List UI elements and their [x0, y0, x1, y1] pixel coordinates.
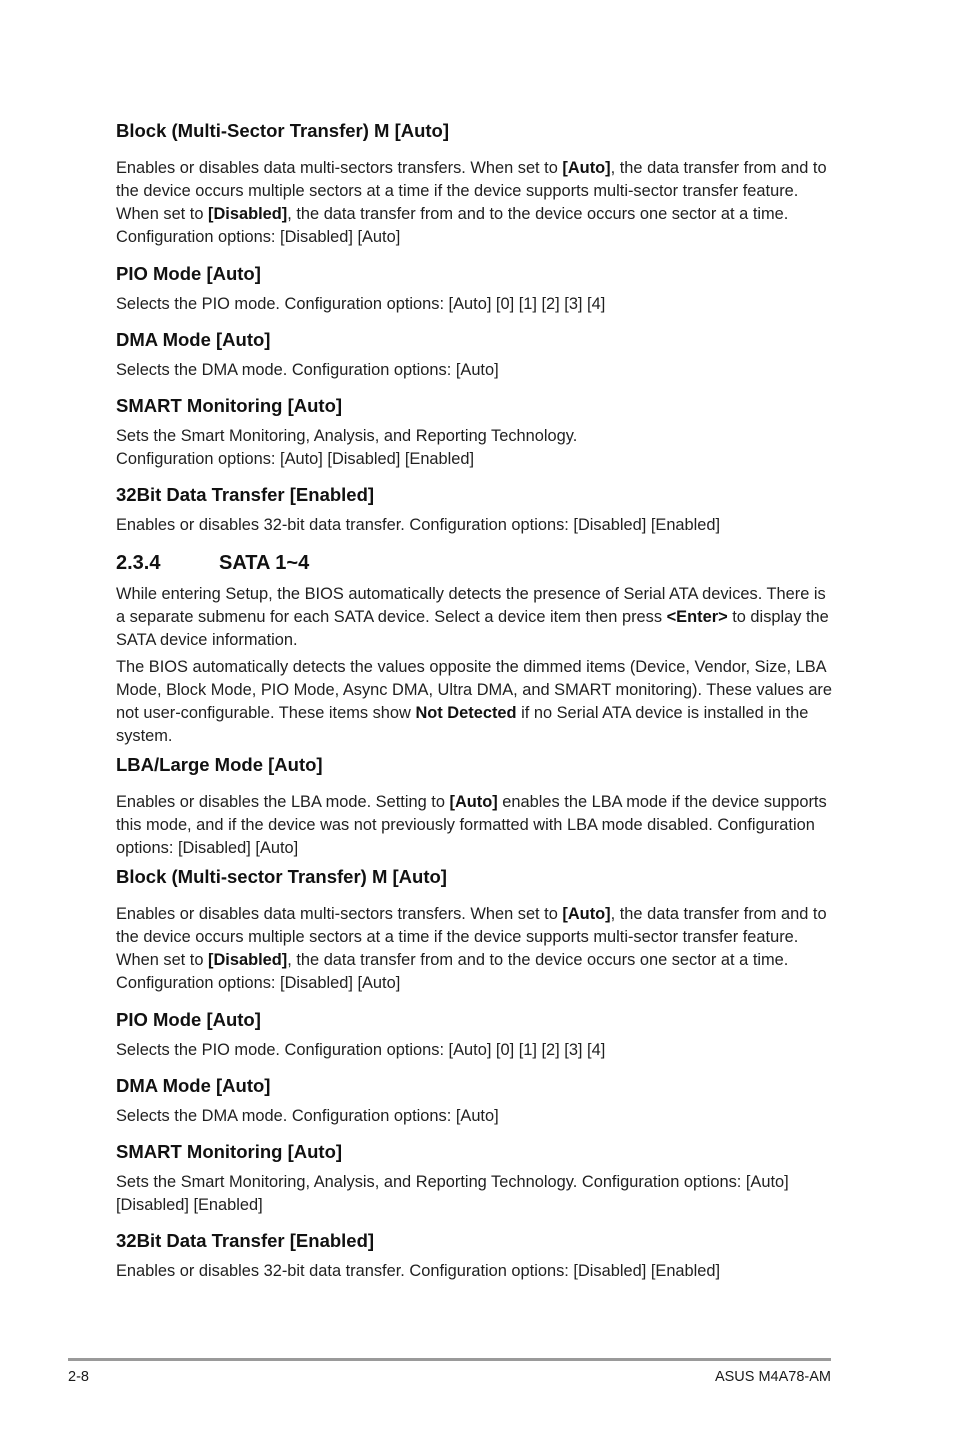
text: if no Serial ATA device is installed in the system.	[116, 704, 809, 745]
item-dma-mode	[116, 1074, 836, 1098]
item-heading: SMART Monitoring [Auto]	[116, 1141, 343, 1162]
paragraph	[116, 157, 836, 249]
text: enables the LBA mode if the device supports this mode, and if the device was not previously formatted with LBA mode disabled. Configuration options: [Disabled] [Auto]	[116, 793, 827, 857]
section-heading	[116, 550, 836, 576]
item-heading: 32Bit Data Transfer [Enabled]	[116, 1230, 375, 1251]
item-description	[116, 425, 836, 471]
item-heading: SMART Monitoring [Auto]	[116, 395, 343, 416]
text: Enables or disables data multi-sectors transfers. When set to	[116, 159, 563, 177]
paragraph: Configuration options: [Auto] [Disabled] [Enabled]	[116, 450, 475, 468]
paragraph	[116, 583, 836, 652]
section-number: 2.3.4	[116, 552, 161, 574]
text: Enables or disables the LBA mode. Setting to	[116, 793, 450, 811]
page-number: 2-8	[68, 1369, 89, 1385]
item-smart-monitoring	[116, 394, 836, 418]
item-heading: LBA/Large Mode [Auto]	[116, 754, 323, 775]
text: , the data transfer from and to the device occurs multiple sectors at a time if the device supports multi-sector transfer feature. When set to	[116, 905, 827, 969]
item-lba-mode	[116, 753, 836, 777]
footer-divider	[68, 1358, 831, 1361]
item-description	[116, 1171, 836, 1217]
item-heading: PIO Mode [Auto]	[116, 263, 261, 284]
paragraph	[116, 656, 836, 748]
item-description	[116, 1260, 836, 1283]
text: to display the SATA device information.	[116, 608, 829, 649]
item-heading: PIO Mode [Auto]	[116, 1009, 261, 1030]
text: While entering Setup, the BIOS automatically detects the presence of Serial ATA devices. There is a separate submenu for each SATA device. Select a device item then press	[116, 585, 826, 626]
bold-text: [Auto]	[562, 159, 611, 177]
paragraph: Selects the PIO mode. Configuration options: [Auto] [0] [1] [2] [3] [4]	[116, 295, 606, 313]
item-dma-mode	[116, 328, 836, 352]
bold-text: [Auto]	[562, 905, 611, 923]
item-heading: 32Bit Data Transfer [Enabled]	[116, 484, 375, 505]
item-description	[116, 1039, 836, 1062]
paragraph: Selects the DMA mode. Configuration options: [Auto]	[116, 1107, 499, 1125]
item-32bit-transfer	[116, 1229, 836, 1253]
item-description	[116, 157, 836, 249]
item-description	[116, 293, 836, 316]
item-description	[116, 1105, 836, 1128]
paragraph: Selects the PIO mode. Configuration options: [Auto] [0] [1] [2] [3] [4]	[116, 1041, 606, 1059]
paragraph	[116, 903, 836, 995]
section-name: SATA 1~4	[219, 552, 310, 574]
text: , the data transfer from and to the device occurs one sector at a time. Configuration options: [Disabled] [Auto]	[116, 205, 789, 246]
section-title	[116, 550, 836, 576]
paragraph	[116, 791, 836, 860]
item-pio-mode	[116, 262, 836, 286]
paragraph: Selects the DMA mode. Configuration options: [Auto]	[116, 361, 499, 379]
text: Enables or disables data multi-sectors transfers. When set to	[116, 905, 563, 923]
product-name: ASUS M4A78-AM	[714, 1369, 831, 1385]
item-description	[116, 791, 836, 860]
item-heading: DMA Mode [Auto]	[116, 1075, 271, 1096]
item-pio-mode	[116, 1008, 836, 1032]
bold-text: [Disabled]	[208, 951, 288, 969]
item-heading: DMA Mode [Auto]	[116, 329, 271, 350]
item-block-transfer	[116, 865, 836, 889]
item-block-transfer	[116, 119, 836, 143]
item-description	[116, 903, 836, 995]
item-smart-monitoring	[116, 1140, 836, 1164]
text: , the data transfer from and to the device occurs multiple sectors at a time if the device supports multi-sector transfer feature. When set to	[116, 159, 827, 223]
bold-text: [Auto]	[449, 793, 498, 811]
bold-text: <Enter>	[666, 608, 728, 626]
paragraph: Enables or disables 32-bit data transfer. Configuration options: [Disabled] [Enabled]	[116, 516, 721, 534]
section-intro	[116, 583, 836, 652]
section-note	[116, 656, 836, 748]
text: , the data transfer from and to the device occurs one sector at a time. Configuration options: [Disabled] [Auto]	[116, 951, 789, 992]
paragraph: Sets the Smart Monitoring, Analysis, and Reporting Technology.	[116, 427, 578, 445]
paragraph: Sets the Smart Monitoring, Analysis, and Reporting Technology. Configuration options: [Auto] [Disabled] [Enabled]	[116, 1173, 789, 1214]
text: The BIOS automatically detects the values opposite the dimmed items (Device, Vendor, Size, LBA Mode, Block Mode, PIO Mode, Async DMA, Ultra DMA, and SMART monitoring). These values are not user-configurable. These items show	[116, 658, 833, 722]
item-heading: Block (Multi-Sector Transfer) M [Auto]	[116, 120, 450, 141]
bold-text: [Disabled]	[208, 205, 288, 223]
item-heading: Block (Multi-sector Transfer) M [Auto]	[116, 866, 447, 887]
bold-text: Not Detected	[415, 704, 517, 722]
paragraph: Enables or disables 32-bit data transfer. Configuration options: [Disabled] [Enabled]	[116, 1262, 721, 1280]
item-description	[116, 514, 836, 537]
item-32bit-transfer	[116, 483, 836, 507]
item-description	[116, 359, 836, 382]
